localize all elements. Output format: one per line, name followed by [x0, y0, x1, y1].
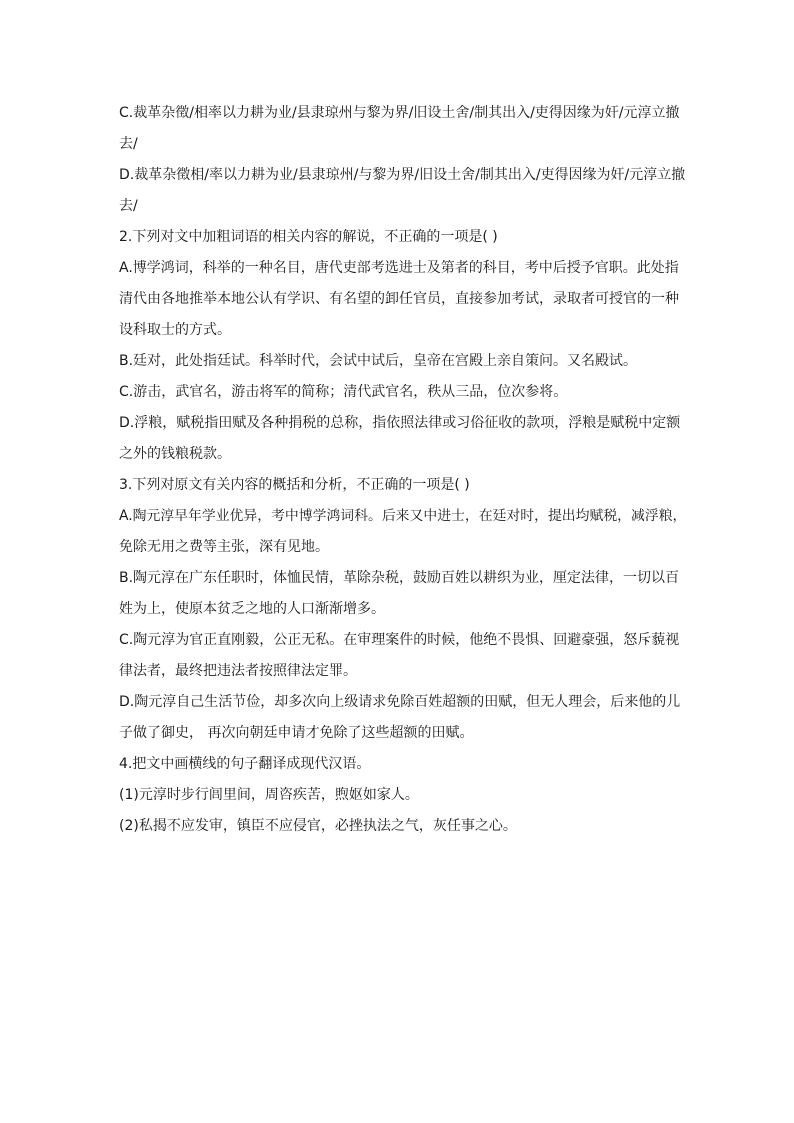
text-line: B.陶元淳在广东任职时，体恤民情，革除杂税，鼓励百姓以耕织为业，厘定法律，一切以百 [119, 570, 680, 586]
text-line: 去/ [119, 136, 138, 152]
text-line: C.裁革杂徵/相率以力耕为业/县隶琼州与黎为界/旧设土舍/制其出入/吏得因缘为奸/元淳立撤 [119, 105, 680, 121]
text-line: 之外的钱粮税款。 [119, 446, 231, 462]
text-line: 律法者，最终把违法者按照律法定罪。 [119, 663, 357, 679]
text-line: (1)元淳时步行闾里间，周咨疾苦，煦妪如家人。 [119, 787, 419, 803]
text-line: (2)私揭不应发审，镇臣不应侵官，必挫执法之气，灰任事之心。 [119, 818, 517, 834]
text-line: A.博学鸿词，科举的一种名目，唐代吏部考选进士及第者的科目，考中后授予官职。此处指 [119, 260, 679, 276]
text-line: D.浮粮，赋税指田赋及各种捐税的总称，指依照法律或习俗征收的款项，浮粮是赋税中定额 [119, 415, 681, 431]
text-line: C.游击，武官名，游击将军的简称；清代武官名，秩从三品，位次参将。 [119, 384, 568, 400]
document-page [119, 98, 687, 842]
question-heading: 4.把文中画横线的句子翻译成现代汉语。 [119, 756, 371, 772]
text-line: A.陶元淳早年学业优异，考中博学鸿词科。后来又中进士，在廷对时，提出均赋税，减浮粮， [119, 508, 687, 524]
question-heading: 2.下列对文中加粗词语的相关内容的解说，不正确的一项是( ) [119, 229, 498, 245]
text-line: C.陶元淳为官正直刚毅，公正无私。在审理案件的时候，他绝不畏惧、回避豪强，怒斥藐视 [119, 632, 680, 648]
text-line: 免除无用之费等主张，深有见地。 [119, 539, 329, 555]
text-line: 去/ [119, 198, 138, 214]
text-line: D.陶元淳自己生活节俭，却多次向上级请求免除百姓超额的田赋，但无人理会，后来他的儿 [119, 694, 681, 710]
text-line: 子做了御史， 再次向朝廷申请才免除了这些超额的田赋。 [119, 725, 474, 741]
question-heading: 3.下列对原文有关内容的概括和分析，不正确的一项是( ) [119, 477, 470, 493]
text-line: 姓为上，使原本贫乏之地的人口渐渐增多。 [119, 601, 385, 617]
text-line: D.裁革杂徵相/率以力耕为业/县隶琼州/与黎为界/旧设土舍/制其出入/吏得因缘为奸/元淳立撤 [119, 167, 686, 183]
text-line: 设科取士的方式。 [119, 322, 231, 338]
text-line: B.廷对，此处指廷试。科举时代，会试中试后，皇帝在宫殿上亲自策问。又名殿试。 [119, 353, 638, 369]
text-line: 清代由各地推举本地公认有学识、有名望的卸任官员，直接参加考试，录取者可授官的一种 [119, 291, 679, 307]
